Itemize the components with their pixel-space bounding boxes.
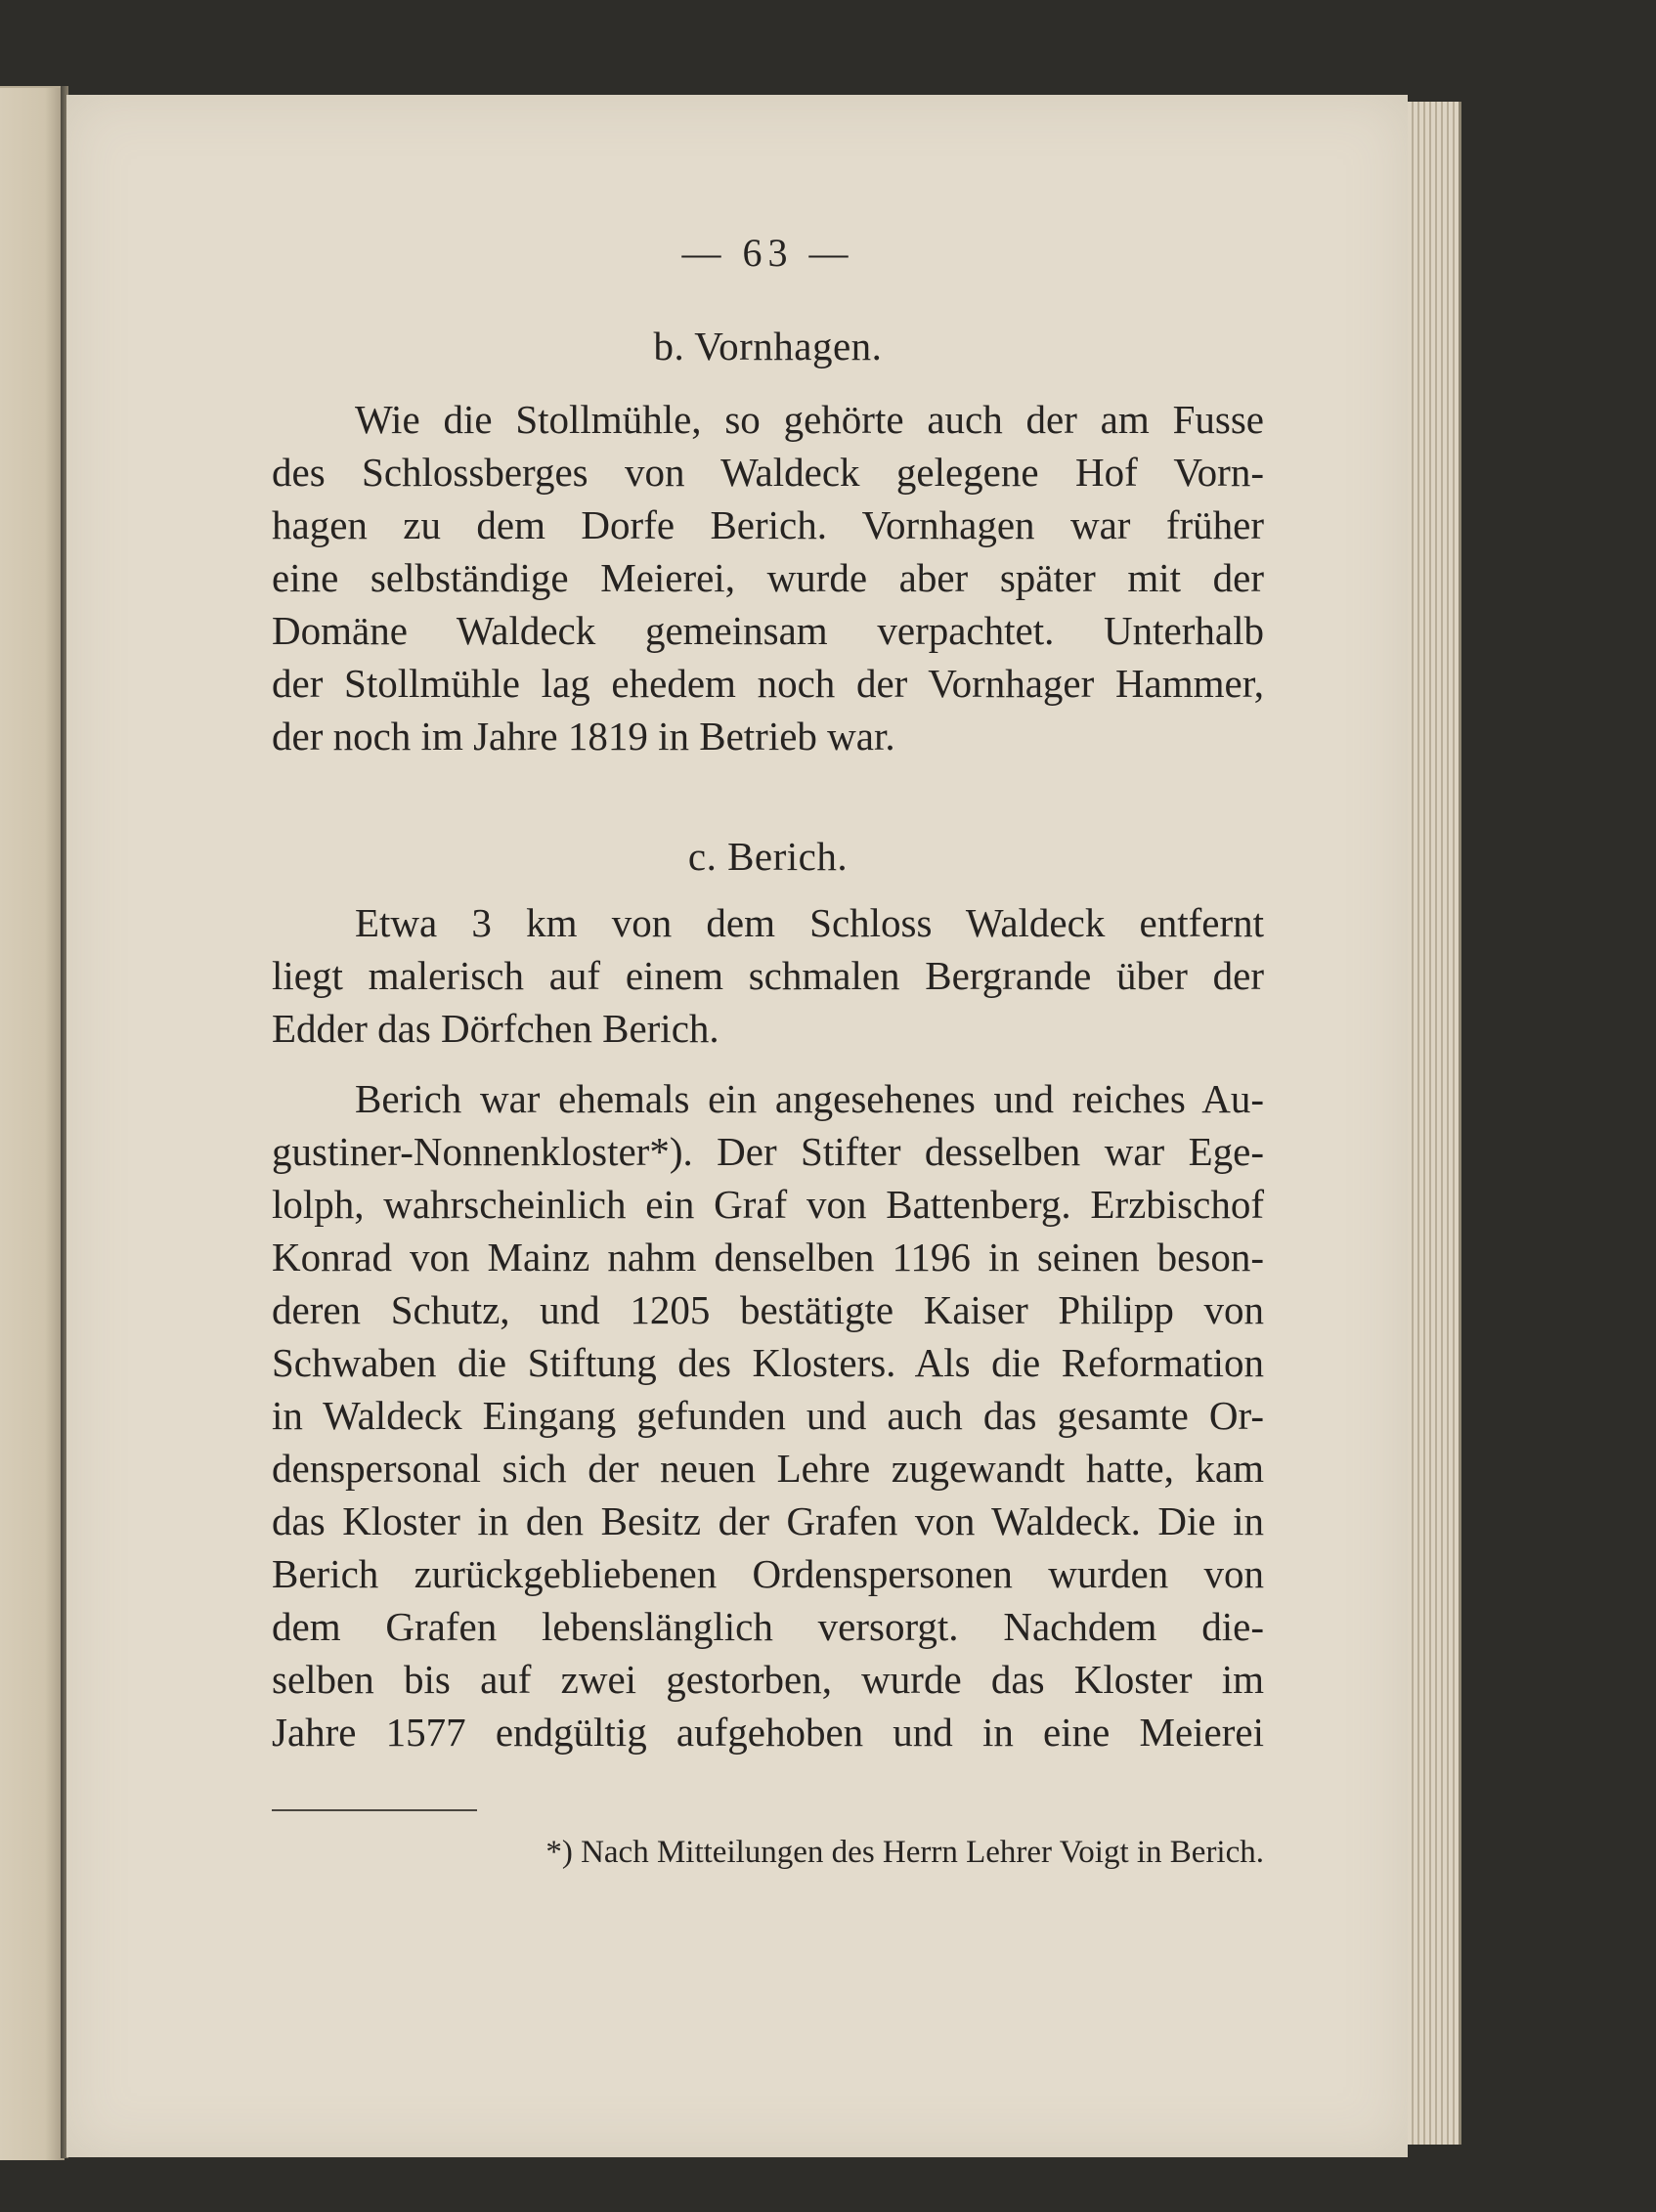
paragraph-line: lolph, wahrscheinlich ein Graf von Battenberg. Erzbischof — [272, 1182, 1264, 1227]
paragraph-line: der noch im Jahre 1819 in Betrieb war. — [272, 714, 895, 759]
page-stack-edges — [1408, 102, 1461, 2145]
paragraph-line: Wie die Stollmühle, so gehörte auch der am Fusse — [355, 397, 1264, 442]
paragraph-line: liegt malerisch auf einem schmalen Bergrande über der — [272, 953, 1264, 998]
paragraph-line: Berich war ehemals ein angesehenes und reiches Au- — [355, 1076, 1264, 1121]
section-heading-vornhagen: b. Vornhagen. — [653, 324, 883, 369]
book-page — [66, 95, 1408, 2157]
paragraph-line: der Stollmühle lag ehedem noch der Vornhager Hammer, — [272, 661, 1264, 706]
paragraph-line: Etwa 3 km von dem Schloss Waldeck entfernt — [355, 900, 1264, 945]
paragraph-line: gustiner-Nonnenkloster*). Der Stifter desselben war Ege- — [272, 1129, 1264, 1174]
paragraph-line: hagen zu dem Dorfe Berich. Vornhagen war früher — [272, 502, 1264, 547]
paragraph-line: in Waldeck Eingang gefunden und auch das gesamte Or- — [272, 1393, 1264, 1438]
paragraph-line: Berich zurückgebliebenen Ordenspersonen wurden von — [272, 1551, 1264, 1596]
paragraph-line: Edder das Dörfchen Berich. — [272, 1006, 719, 1051]
footnote: *) Nach Mitteilungen des Herrn Lehrer Voigt in Berich. — [545, 1835, 1264, 1870]
paragraph-line: Schwaben die Stiftung des Klosters. Als die Reformation — [272, 1340, 1264, 1385]
footnote-rule — [272, 1809, 477, 1811]
paragraph-line: eine selbständige Meierei, wurde aber später mit der — [272, 555, 1264, 600]
paragraph-line: das Kloster in den Besitz der Grafen von Waldeck. Die in — [272, 1498, 1264, 1543]
paragraph-line: Jahre 1577 endgültig aufgehoben und in eine Meierei — [272, 1710, 1264, 1755]
paragraph-line: deren Schutz, und 1205 bestätigte Kaiser Philipp von — [272, 1287, 1264, 1332]
paragraph-line: denspersonal sich der neuen Lehre zugewandt hatte, kam — [272, 1446, 1264, 1491]
paragraph-line: Domäne Waldeck gemeinsam verpachtet. Unterhalb — [272, 608, 1264, 653]
paragraph-line: Konrad von Mainz nahm denselben 1196 in seinen beson- — [272, 1235, 1264, 1279]
paragraph-line: dem Grafen lebenslänglich versorgt. Nachdem die- — [272, 1604, 1264, 1649]
page-number: — 63 — — [681, 231, 854, 275]
section-heading-berich: c. Berich. — [687, 834, 849, 879]
paragraph-line: selben bis auf zwei gestorben, wurde das Kloster im — [272, 1657, 1264, 1702]
left-facing-page-edge — [0, 86, 65, 2160]
paragraph-line: des Schlossberges von Waldeck gelegene Hof Vorn- — [272, 450, 1264, 495]
